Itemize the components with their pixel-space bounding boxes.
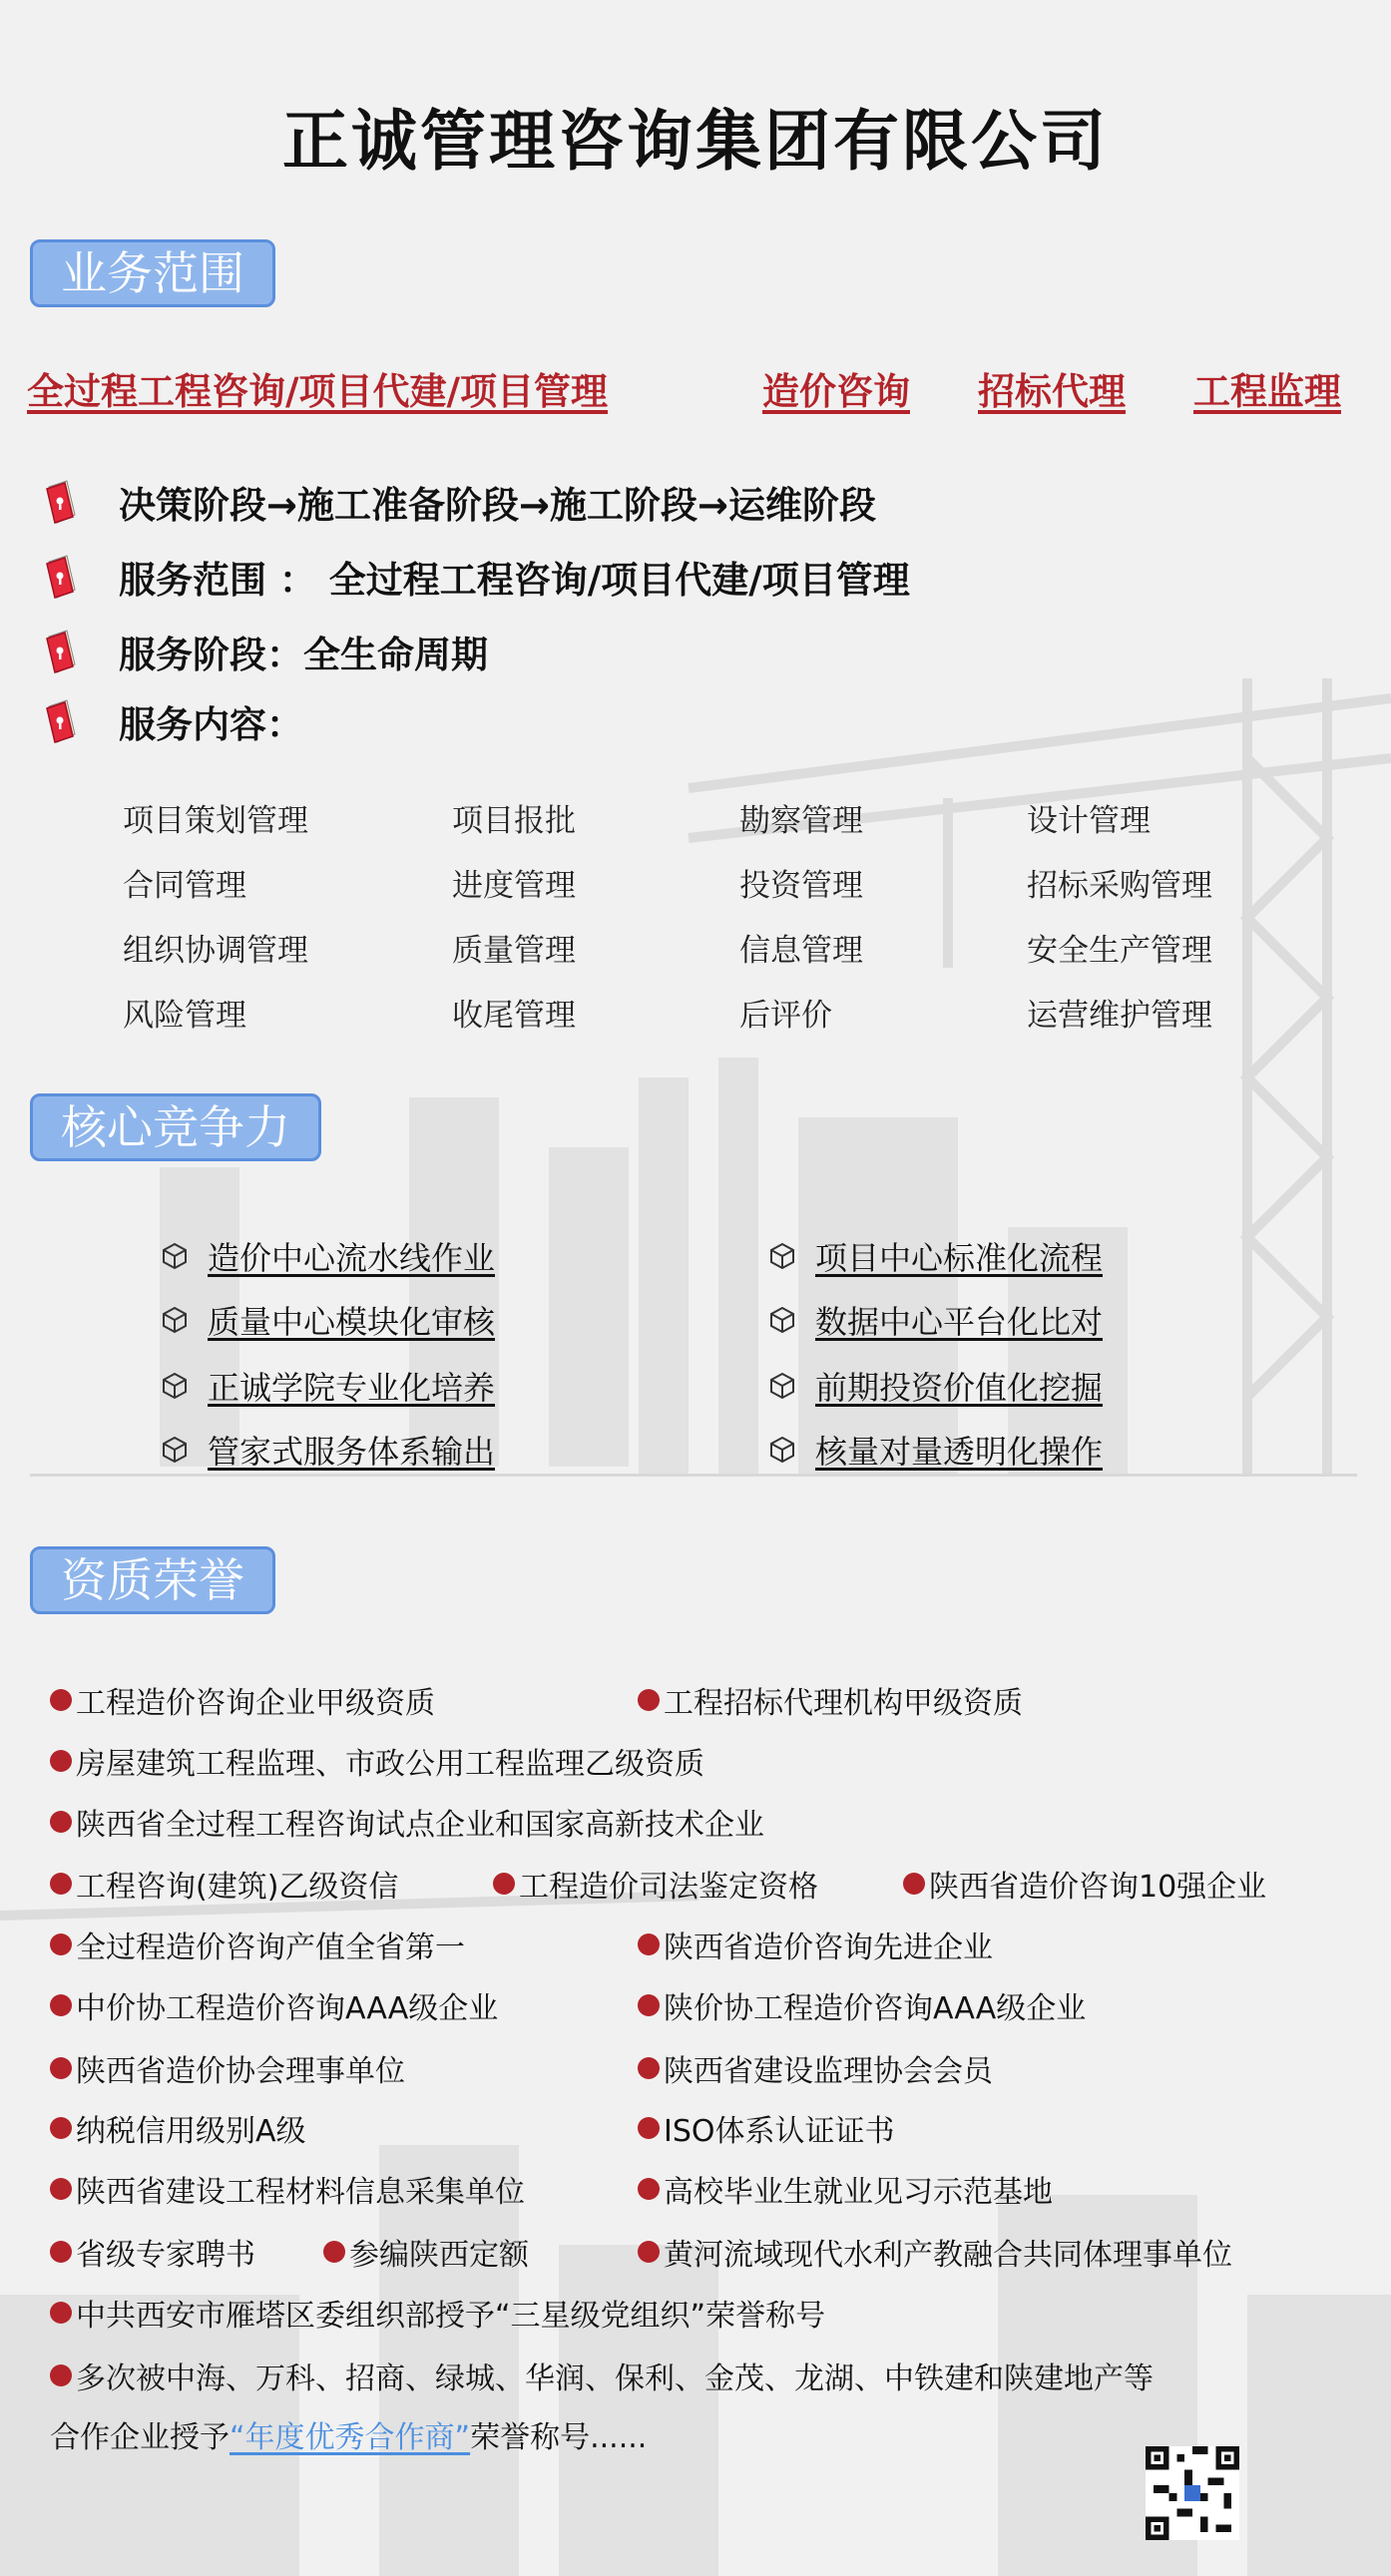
service-content-item: 招标采购管理 (1027, 868, 1212, 904)
cube-icon (767, 1241, 797, 1271)
service-content-item: 项目报批 (452, 803, 576, 839)
red-dot-icon (638, 2241, 660, 2263)
honor-item (50, 1862, 398, 1906)
honor-item-text: 陕价协工程造价咨询AAA级企业 (664, 1991, 1087, 2026)
red-dot-icon (50, 1811, 72, 1833)
honor-highlight-link[interactable]: “年度优秀合作商” (230, 2420, 471, 2455)
honor-item (638, 2046, 993, 2090)
red-dot-icon (50, 1689, 72, 1711)
red-dot-icon (50, 2057, 72, 2079)
divider (30, 1474, 1357, 1477)
honor-item (50, 2167, 525, 2211)
service-content-item: 进度管理 (452, 868, 576, 904)
competence-item-label: 核量对量透明化操作 (815, 1433, 1104, 1471)
red-dot-icon (638, 1689, 660, 1711)
honor-item (638, 1923, 993, 1966)
honor-item (50, 1678, 435, 1722)
honor-item (50, 1983, 498, 2027)
red-dot-icon (638, 2178, 660, 2200)
cube-icon (160, 1305, 190, 1335)
honor-item (638, 1983, 1086, 2027)
service-bullet (45, 694, 303, 748)
service-content-item: 运营维护管理 (1027, 998, 1212, 1034)
service-content-item: 安全生产管理 (1027, 933, 1212, 969)
service-bullet-text: 决策阶段→施工准备阶段→施工阶段→运维阶段 (119, 484, 877, 527)
service-bullet-text: 服务范围 ： 全过程工程咨询/项目代建/项目管理 (119, 559, 910, 602)
service-bullet-text: 服务阶段：全生命周期 (119, 634, 488, 676)
honor-item (50, 1739, 704, 1783)
honor-item-text: 陕西省建设监理协会会员 (664, 2054, 993, 2089)
service-content-item: 投资管理 (739, 868, 863, 904)
service-content-item: 勘察管理 (739, 803, 863, 839)
competence-item[interactable] (160, 1297, 495, 1343)
red-dot-icon (50, 2178, 72, 2200)
honor-item (50, 1923, 465, 1966)
honor-item-text: 多次被中海、万科、招商、绿城、华润、保利、金茂、龙湖、中铁建和陕建地产等 (76, 2361, 1154, 2396)
competence-item-label: 项目中心标准化流程 (815, 1239, 1104, 1277)
honor-item (903, 1862, 1266, 1906)
competence-item[interactable] (767, 1427, 1103, 1473)
red-dot-icon (50, 1994, 72, 2016)
honor-item-text: 省级专家聘书 (76, 2238, 255, 2273)
red-dot-icon (638, 1933, 660, 1955)
section-badge-competence: 核心竞争力 (30, 1093, 321, 1161)
service-content-item: 合同管理 (123, 868, 246, 904)
service-link-supervision[interactable]: 工程监理 (1193, 370, 1341, 413)
service-content-item: 信息管理 (739, 933, 863, 969)
honor-item-text: 纳税信用级别A级 (76, 2114, 306, 2149)
honor-item (50, 2046, 405, 2090)
service-link-full-process[interactable]: 全过程工程咨询/项目代建/项目管理 (27, 370, 609, 413)
honor-item-text: 高校毕业生就业见习示范基地 (664, 2175, 1053, 2210)
cube-icon (767, 1435, 797, 1465)
honor-last-line (50, 2412, 647, 2456)
red-dot-icon (50, 2364, 72, 2386)
cube-icon (160, 1435, 190, 1465)
red-dot-icon (493, 1873, 515, 1895)
honor-item (638, 2106, 895, 2150)
red-dot-icon (638, 2057, 660, 2079)
red-dot-icon (638, 1994, 660, 2016)
service-bullet-text: 服务内容： (119, 703, 303, 746)
honor-item (638, 2167, 1053, 2211)
cube-icon (767, 1371, 797, 1401)
honor-item-text: 工程造价咨询企业甲级资质 (76, 1686, 435, 1721)
honor-item (493, 1862, 818, 1906)
competence-item-label: 造价中心流水线作业 (208, 1239, 496, 1277)
service-link-cost-consulting[interactable]: 造价咨询 (762, 370, 910, 413)
competence-item-label: 管家式服务体系输出 (208, 1433, 496, 1471)
honor-item (50, 2106, 306, 2150)
honor-item (50, 2230, 255, 2274)
honor-item-text: 工程咨询(建筑)乙级资信 (76, 1870, 399, 1905)
red-dot-icon (50, 2302, 72, 2324)
competence-item[interactable] (160, 1427, 495, 1473)
honor-item-text: 中价协工程造价咨询AAA级企业 (76, 1991, 499, 2026)
competence-item[interactable] (160, 1363, 495, 1409)
service-link-bidding-agency[interactable]: 招标代理 (978, 370, 1126, 413)
honor-last-suffix: 荣誉称号...... (470, 2420, 648, 2455)
service-content-item: 设计管理 (1027, 803, 1151, 839)
competence-item[interactable] (160, 1233, 495, 1279)
honor-item (638, 2230, 1232, 2274)
honor-item-text: 陕西省建设工程材料信息采集单位 (76, 2175, 525, 2210)
competence-item-label: 正诚学院专业化培养 (208, 1369, 496, 1407)
book-icon (45, 698, 79, 744)
honor-item-text: 参编陕西定额 (349, 2238, 529, 2273)
book-icon (45, 554, 79, 600)
red-dot-icon (323, 2241, 345, 2263)
honor-item (50, 2291, 825, 2335)
honor-item-text: ISO体系认证证书 (664, 2114, 895, 2149)
honor-item-text: 陕西省造价咨询先进企业 (664, 1931, 993, 1965)
honor-item (50, 2354, 1154, 2397)
section-badge-honors: 资质荣誉 (30, 1546, 275, 1614)
cube-icon (160, 1371, 190, 1401)
honor-last-prefix: 合作企业授予 (50, 2420, 230, 2455)
section-badge-business: 业务范围 (30, 239, 275, 307)
red-dot-icon (903, 1873, 925, 1895)
honor-item-text: 房屋建筑工程监理、市政公用工程监理乙级资质 (76, 1747, 704, 1782)
honor-item-text: 全过程造价咨询产值全省第一 (76, 1931, 465, 1965)
honor-item-text: 陕西省全过程工程咨询试点企业和国家高新技术企业 (76, 1808, 764, 1843)
red-dot-icon (638, 2117, 660, 2139)
service-bullet (45, 625, 488, 678)
honor-item-text: 工程招标代理机构甲级资质 (664, 1686, 1023, 1721)
service-bullet (45, 475, 876, 529)
honor-item-text: 陕西省造价协会理事单位 (76, 2054, 405, 2089)
honor-item (50, 1800, 764, 1844)
honor-item-text: 中共西安市雁塔区委组织部授予“三星级党组织”荣誉称号 (76, 2299, 826, 2334)
service-content-item: 项目策划管理 (123, 803, 308, 839)
red-dot-icon (50, 1750, 72, 1772)
service-content-item: 收尾管理 (452, 998, 576, 1034)
red-dot-icon (50, 2241, 72, 2263)
honor-item-text: 黄河流域现代水利产教融合共同体理事单位 (664, 2238, 1232, 2273)
honor-item (323, 2230, 529, 2274)
competence-item-label: 质量中心模块化审核 (208, 1303, 496, 1341)
qr-code-icon[interactable] (1145, 2446, 1240, 2540)
honor-item-text: 陕西省造价咨询10强企业 (929, 1870, 1267, 1905)
honor-item-text: 工程造价司法鉴定资格 (519, 1870, 818, 1905)
competence-item[interactable] (767, 1233, 1103, 1279)
service-content-item: 风险管理 (123, 998, 246, 1034)
service-content-item: 质量管理 (452, 933, 576, 969)
competence-item-label: 数据中心平台化比对 (815, 1303, 1104, 1341)
competence-item[interactable] (767, 1363, 1103, 1409)
company-title: 正诚管理咨询集团有限公司 (282, 103, 1109, 180)
cube-icon (160, 1241, 190, 1271)
service-bullet (45, 550, 910, 604)
red-dot-icon (50, 1873, 72, 1895)
competence-item-label: 前期投资价值化挖掘 (815, 1369, 1104, 1407)
service-content-item: 后评价 (739, 998, 832, 1034)
honor-item (638, 1678, 1023, 1722)
red-dot-icon (50, 1933, 72, 1955)
book-icon (45, 629, 79, 674)
competence-item[interactable] (767, 1297, 1103, 1343)
cube-icon (767, 1305, 797, 1335)
red-dot-icon (50, 2117, 72, 2139)
service-content-item: 组织协调管理 (123, 933, 308, 969)
book-icon (45, 479, 79, 525)
